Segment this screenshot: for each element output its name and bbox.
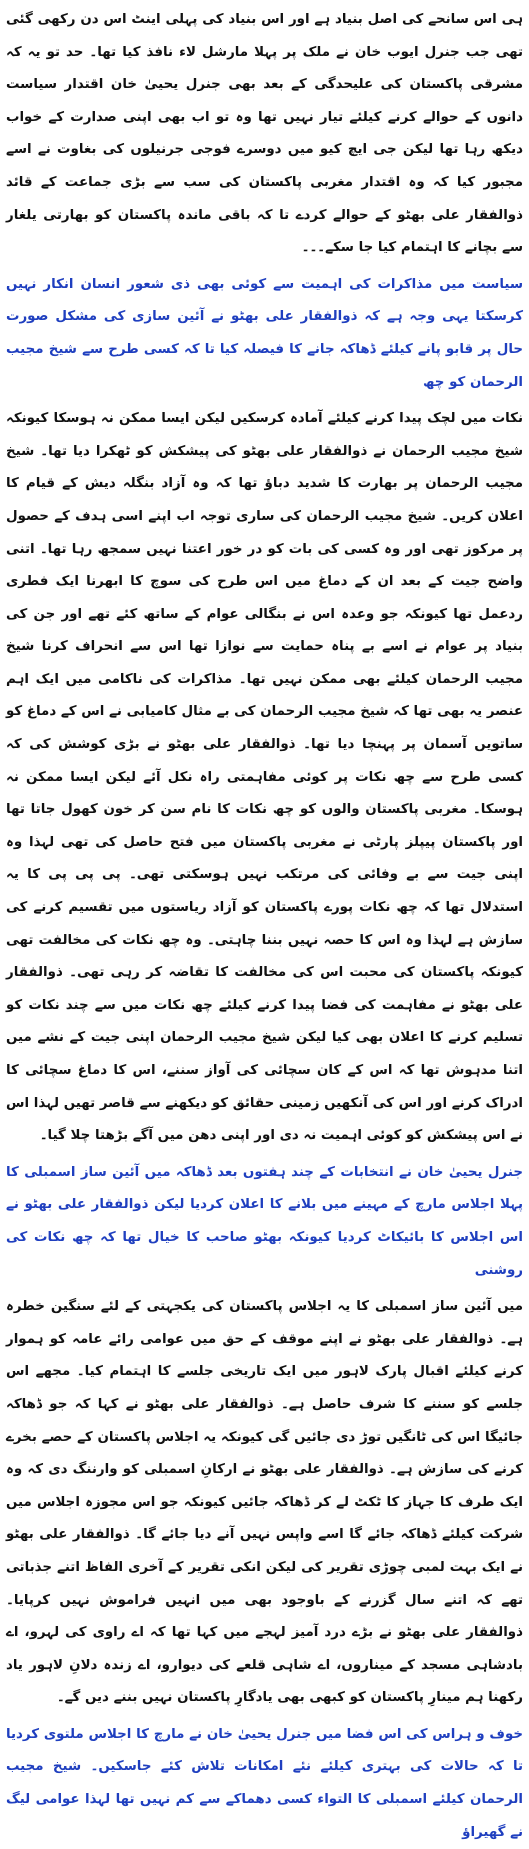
paragraph-3: نکات میں لچک پیدا کرنے کیلئے آمادہ کرسکیں لیکن ایسا ممکن نہ ہوسکا کیونکہ شیخ مجیب الرحمان نے ذوالفقار علی بھٹو کی پیشکش کو ٹھکرا دیا تھا۔ شیخ مجیب الرحمان پر بھارت کا شدید دباؤ تھا کہ وہ آزاد بنگلہ دیش کے قیام کا اعلان کریں۔ شیخ مجیب الرحمان کی ساری توجہ اب اپنے اسی ہدف کے حصول پر مرکوز تھی اور وہ کسی کی بات کو در خور اعتنا نہیں سمجھ رہا تھا۔ اتنی واضح جیت کے بعد ان کے دماغ میں اس طرح کی سوچ کا ابھرنا ایک فطری ردعمل تھا کیونکہ جو وعدہ اس نے بنگالی عوام کے ساتھ کئے تھے اور جن کی بنیاد پر عوام نے اسے بے پناہ حمایت سے نوازا تھا اس سے انحراف کرنا شیخ مجیب الرحمان کیلئے بھی ممکن نہیں تھا۔ مذاکرات کی ناکامی میں ایک اہم عنصر یہ بھی تھا کہ شیخ مجیب الرحمان کی بے مثال کامیابی نے اس کے دماغ کو ساتویں آسمان پر پہنچا دیا تھا۔ ذوالفقار علی بھٹو نے بڑی کوشش کی کہ کسی طرح سے چھ نکات پر کوئی مفاہمتی راہ نکل آئے لیکن ایسا ممکن نہ ہوسکا۔ مغربی پاکستان والوں کو چھ نکات کا نام سن کر خون کھول جاتا تھا اور پاکستان پیپلز پارٹی نے مغربی پاکستان میں فتح حاصل کی تھی لہذا وہ اپنی جیت سے بے وفائی کی مرتکب نہیں ہوسکتی تھی۔ پی پی پی کا یہ استدلال تھا کہ چھ نکات پورے پاکستان کو آزاد ریاستوں میں تقسیم کرنے کی سازش ہے لہذا وہ اس کا حصہ نہیں بننا چاہتی۔ وہ چھ نکات کی مخالفت تھی کیونکہ پاکستان کی محبت اس کی مخالفت کا تقاضہ کر رہی تھی۔ ذوالفقار علی بھٹو نے مفاہمت کی فضا پیدا کرنے کیلئے چھ نکات میں سے چند نکات کو تسلیم کرنے کا اعلان بھی کیا لیکن شیخ مجیب الرحمان اپنی جیت کے نشے میں اتنا مدہوش تھا کہ اس کے کان سچائی کی آواز سننے، اس کا دماغ سچائی کا ادراک کرنے اور اس کی آنکھیں زمینی حقائق کو دیکھنے سے قاصر تھیں لہذا اس نے اس پیشکش کو کوئی اہمیت نہ دی اور اپنی دھن میں آگے بڑھتا چلا گیا۔	[6, 411, 523, 1144]
paragraph-1: ہی اس سانحے کی اصل بنیاد ہے اور اس بنیاد کی پہلی اینٹ اس دن رکھی گئی تھی جب جنرل ایوب خان نے ملک پر پہلا مارشل لاء نافذ کیا تھا۔ حد تو یہ کہ مشرقی پاکستان کی علیحدگی کے بعد بھی جنرل یحییٰ خان اقتدار سیاست دانوں کے حوالے کرنے کیلئے تیار نہیں تھا وہ تو اب بھی اپنی صدارت کے خواب دیکھ رہا تھا لیکن جی ایچ کیو میں دوسرے فوجی جرنیلوں کی بغاوت نے اسے مجبور کیا کہ وہ اقتدار مغربی پاکستان کی سب سے بڑی جماعت کے قائد ذوالفقار علی بھٹو کے حوالے کردے تا کہ باقی ماندہ پاکستان کو بھارتی یلغار سے بچانے کا اہتمام کیا جا سکے۔۔۔	[6, 12, 523, 256]
paragraph-5: میں آئین ساز اسمبلی کا یہ اجلاس پاکستان کی یکجہتی کے لئے سنگین خطرہ ہے۔ ذوالفقار علی بھٹو نے اپنے موقف کے حق میں عوامی رائے عامہ کو ہموار کرنے کیلئے اقبال پارک لاہور میں ایک تاریخی جلسے کا اہتمام کیا۔ مجھے اس جلسے کو سننے کا شرف حاصل ہے۔ ذوالفقار علی بھٹو نے کہا کہ جو ڈھاکہ جائیگا اس کی ٹانگیں توڑ دی جائیں گی کیونکہ یہ اجلاس پاکستان کے حصے بخرے کرنے کی سازش ہے۔ ذوالفقار علی بھٹو نے ارکانِ اسمبلی کو وارننگ دی کہ وہ ایک طرف کا جہاز کا ٹکٹ لے کر ڈھاکہ جائیں کیونکہ جو اس مجوزہ اجلاس میں شرکت کیلئے ڈھاکہ جائے گا اسے واپس نہیں آنے دیا جائے گا۔ ذوالفقار علی بھٹو نے ایک بہت لمبی چوڑی تقریر کی لیکن انکی تقریر کے آخری الفاظ اتنے جذباتی تھے کہ اتنے سال گزرنے کے باوجود بھی میں انہیں فراموش نہیں کرپایا۔ ذوالفقار علی بھٹو نے بڑے درد آمیز لہجے میں کہا تھا کہ اے راوی کی لہرو، اے بادشاہی مسجد کے میناروں، اے شاہی قلعے کی دیوارو، اے زندہ دلانِ لاہور یاد رکھنا ہم مینارِ پاکستان کو کبھی بھی یادگارِ پاکستان نہیں بننے دیں گے۔	[6, 1299, 523, 1706]
paragraph-6: خوف و ہراس کی اس فضا میں جنرل یحییٰ خان نے مارچ کا اجلاس ملتوی کردیا تا کہ حالات کی بہتری کیلئے نئے امکانات تلاش کئے جاسکیں۔ شیخ مجیب الرحمان کیلئے اسمبلی کا التواء کسی دھماکے سے کم نہیں تھا لہذا عوامی لیگ نے گھیراؤ	[6, 1726, 523, 1840]
paragraph-4: جنرل یحییٰ خان نے انتخابات کے چند ہفتوں بعد ڈھاکہ میں آئین ساز اسمبلی کا پہلا اجلاس مارچ کے مہینے میں بلانے کا اعلان کردیا لیکن ذوالفقار علی بھٹو نے اس اجلاس کا بائیکاٹ کردیا کیونکہ بھٹو صاحب کا خیال تھا کہ چھ نکات کی روشنی	[6, 1164, 523, 1278]
paragraph-2: سیاست میں مذاکرات کی اہمیت سے کوئی بھی ذی شعور انسان انکار نہیں کرسکتا یہی وجہ ہے کہ ذوالفقار علی بھٹو نے آئین سازی کی مشکل صورت حال پر قابو پانے کیلئے ڈھاکہ جانے کا فیصلہ کیا تا کہ کسی طرح سے شیخ مجیب الرحمان کو چھ	[6, 276, 523, 390]
